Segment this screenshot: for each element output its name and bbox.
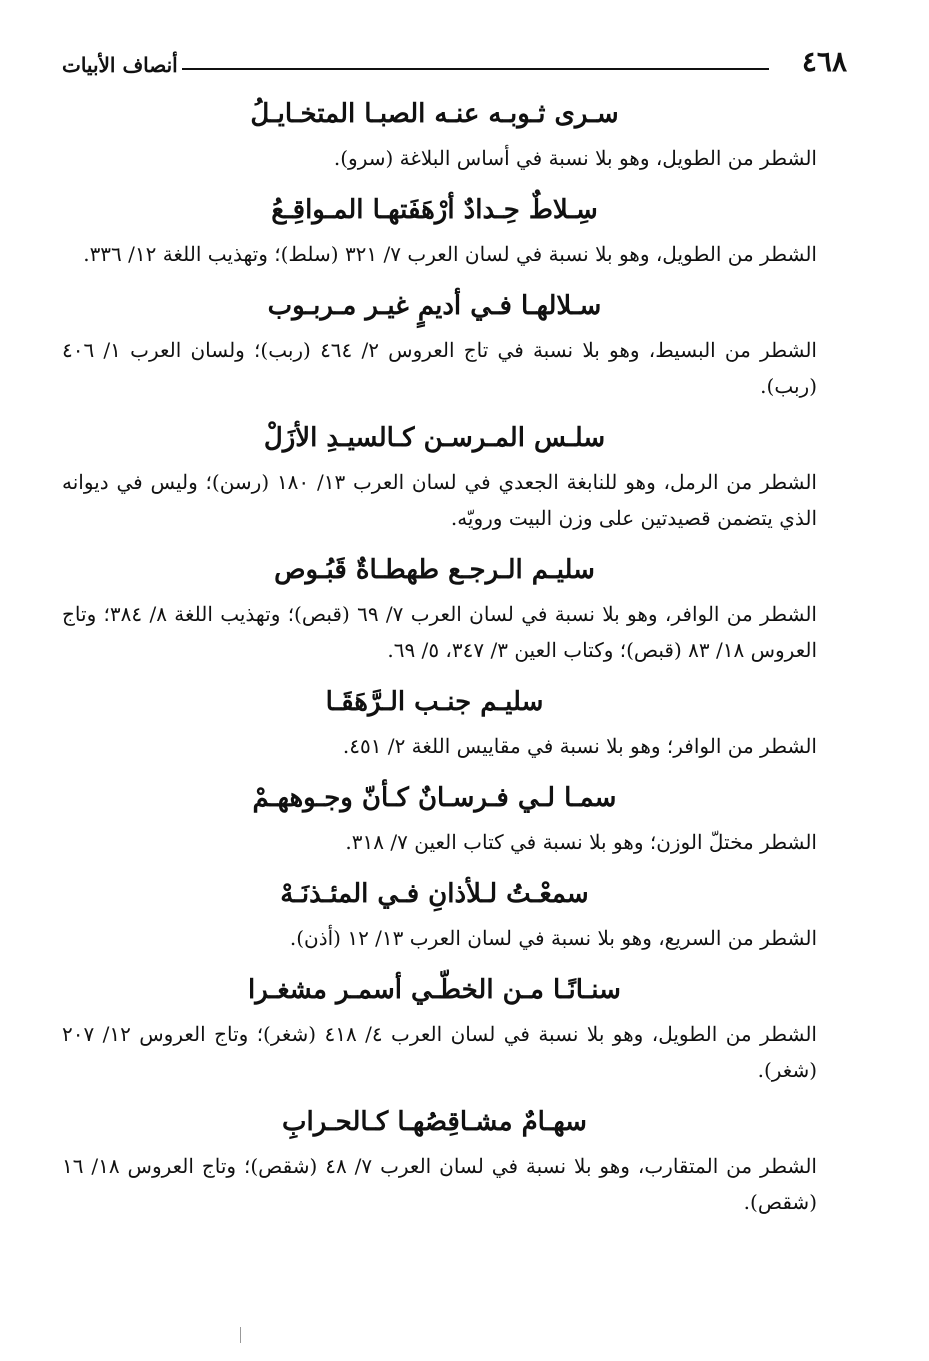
verse-note: الشطر من البسيط، وهو بلا نسبة في تاج العروس ٢/ ٤٦٤ (ربب)؛ ولسان العرب ١/ ٤٠٦ (ربب). <box>62 338 817 398</box>
entry-1 <box>62 92 847 176</box>
verse-hemistich: سليـم الـرجـع طهطـاةٌ قَبُـوص <box>274 555 595 585</box>
entry-10 <box>62 1100 847 1220</box>
verse-hemistich: سهـامٌ مشـاقِصُهـا كـالحـرابِ <box>282 1107 587 1137</box>
verse-note: الشطر من الطويل، وهو بلا نسبة في لسان العرب ٤/ ٤١٨ (شغر)؛ وتاج العروس ١٢/ ٢٠٧ (شغر). <box>62 1022 817 1082</box>
verse-hemistich: سلـس المـرسـن كـالسيـدِ الأزَلْ <box>263 423 606 453</box>
scan-mark <box>240 1327 241 1343</box>
verse-note: الشطر من الرمل، وهو للنابغة الجعدي في لسان العرب ١٣/ ١٨٠ (رسن)؛ وليس في ديوانه الذي يتضمن قصيدتين على وزن البيت ورويّه. <box>62 470 817 530</box>
verse-hemistich: سمعْـتُ لـلأذانِ فـي المئـذنَـهْ <box>280 879 589 909</box>
verse-hemistich: سـرى ثـوبـه عنـه الصبـا المتخـايـلُ <box>250 99 619 129</box>
verse-note: الشطر من الوافر؛ وهو بلا نسبة في مقاييس اللغة ٢/ ٤٥١. <box>342 734 817 758</box>
verse-hemistich: سنـانًـا مـن الخطّـي أسمـر مشغـرا <box>248 975 621 1005</box>
verse-note: الشطر من الوافر، وهو بلا نسبة في لسان العرب ٧/ ٦٩ (قبص)؛ وتهذيب اللغة ٨/ ٣٨٤؛ وتاج العروس ١٨/ ٨٣ (قبص)؛ وكتاب العين ٣/ ٣٤٧، ٥/ ٦٩. <box>62 602 817 662</box>
entry-3 <box>62 284 847 404</box>
verse-note: الشطر من المتقارب، وهو بلا نسبة في لسان العرب ٧/ ٤٨ (شقص)؛ وتاج العروس ١٨/ ١٦ (شقص). <box>62 1154 817 1214</box>
verse-hemistich: سِـلاطٌ حِـدادٌ أرْهَفَتهـا المـواقِـعُ <box>271 195 598 225</box>
header-rule <box>182 68 769 70</box>
verse-note: الشطر من الطويل، وهو بلا نسبة في أساس البلاغة (سرو). <box>333 146 817 170</box>
verse-note: الشطر من السريع، وهو بلا نسبة في لسان العرب ١٣/ ١٢ (أذن). <box>289 926 817 950</box>
verse-hemistich: سليـم جنـب الـرَّهَقَـا <box>325 687 544 717</box>
verse-hemistich: سـلالهـا فـي أديمٍ غيـر مـربـوب <box>267 291 602 321</box>
entry-9 <box>62 968 847 1088</box>
entry-7 <box>62 776 847 860</box>
entry-8 <box>62 872 847 956</box>
entry-6 <box>62 680 847 764</box>
entry-5 <box>62 548 847 668</box>
verse-note: الشطر مختلّ الوزن؛ وهو بلا نسبة في كتاب العين ٧/ ٣١٨. <box>345 830 817 854</box>
page-header <box>62 44 847 84</box>
page-number: ٤٦٨ <box>801 45 847 78</box>
page-content <box>62 92 847 1232</box>
entry-4 <box>62 416 847 536</box>
running-title: أنصاف الأبيات <box>62 53 178 77</box>
verse-hemistich: سمـا لـي فـرسـانٌ كـأنّ وجـوههـمْ <box>252 783 617 813</box>
verse-note: الشطر من الطويل، وهو بلا نسبة في لسان العرب ٧/ ٣٢١ (سلط)؛ وتهذيب اللغة ١٢/ ٣٣٦. <box>83 242 817 266</box>
entry-2 <box>62 188 847 272</box>
